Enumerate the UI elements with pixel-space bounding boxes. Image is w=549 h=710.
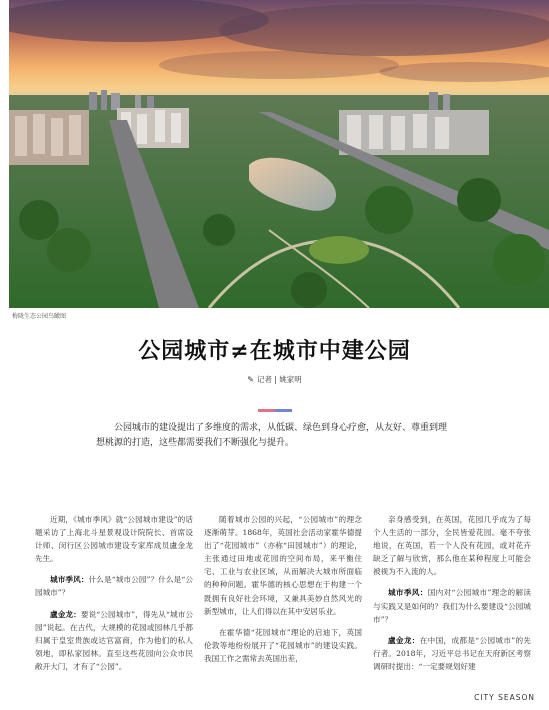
decorative-divider xyxy=(258,409,292,412)
answer-text: 在中国，成都是“公园城市”的先行者。2018年，习近平总书记在天府新区考察调研时提出：“一定要规划好建 xyxy=(373,635,532,671)
answer xyxy=(373,634,531,673)
article-intro: 公园城市的建设提出了多维度的需求，从低碳、绿色到身心疗愈，从友好、尊重到理想桃源的打造，这些都需要我们不断强化与提升。 xyxy=(96,423,448,448)
speaker-label: 城市季风： xyxy=(388,588,428,598)
magazine-brand: CITY SEASON xyxy=(474,693,535,702)
text-column-3 xyxy=(373,513,531,681)
paragraph: 亲身感受到，在英国，花园几乎成为了每个人生活的一部分，全民皆爱花园。毫不夸张地说，在英国，若一个人没有花园，或对花卉缺乏了解与欣赏，那么他在某种程度上可能会被视为不入流的人。 xyxy=(373,515,531,577)
answer xyxy=(35,608,193,673)
article-title: 公园城市≠在城市中建公园 xyxy=(138,338,411,364)
speaker-label: 盧金龙： xyxy=(50,609,81,619)
byline-text: 记者 | 姚家明 xyxy=(256,375,302,384)
speaker-label: 城市季风： xyxy=(50,575,89,585)
speaker-label: 盧金龙： xyxy=(388,635,420,645)
paragraph: 近期，《城市季风》就“公园城市建设”的话题采访了上海北斗星景观设计院院长、首席设计师、闵行区公园城市建设专家库成员盧金龙先生。 xyxy=(35,515,193,564)
photo-caption: 梅陇生态公园鸟瞰图 xyxy=(12,313,67,320)
question xyxy=(35,573,193,599)
text-column-1 xyxy=(35,513,193,681)
question-text: 什么是“城市公园”？什么是“公园城市”？ xyxy=(35,575,193,598)
paragraph: 在霍华德“花园城市”理论的启迪下，英国伦敦等地纷纷展开了“花园城市”的建设实践。我国工作之需常去英国出差， xyxy=(204,627,362,663)
pen-icon: ✎ xyxy=(247,375,254,384)
question xyxy=(373,586,531,625)
paragraph: 随着城市公园的兴起，“公园城市”的理念逐渐萌芽。1868年，英国社会活动家霍华德提出了“花园城市”（亦称“田园城市”）的理论，主张通过田地或花园的空间布局，来平衡住宅、工业与农业区域，从而解决大城市所面临的种种问题。霍华德的核心思想在于构建一个既拥有良好社会环境，又兼具美妙自然风光的新型城市，让人们得以在其中安居乐业。 xyxy=(204,515,362,616)
answer-text: 要说“公园城市”，得先从“城市公园”说起。在古代，大规模的花园或园林几乎都归属于皇室贵族或达官富商，作为他们的私人领地，即私家园林。直至这些花园向公众市民敞开大门，才有了“公园”。 xyxy=(35,609,193,671)
question-text: 国内对“公园城市”理念的解读与实践又是如何的？我们为什么要建设“公园城市”？ xyxy=(373,588,532,624)
aerial-park-photo xyxy=(9,0,549,308)
text-column-2 xyxy=(204,513,362,673)
byline xyxy=(0,374,549,385)
